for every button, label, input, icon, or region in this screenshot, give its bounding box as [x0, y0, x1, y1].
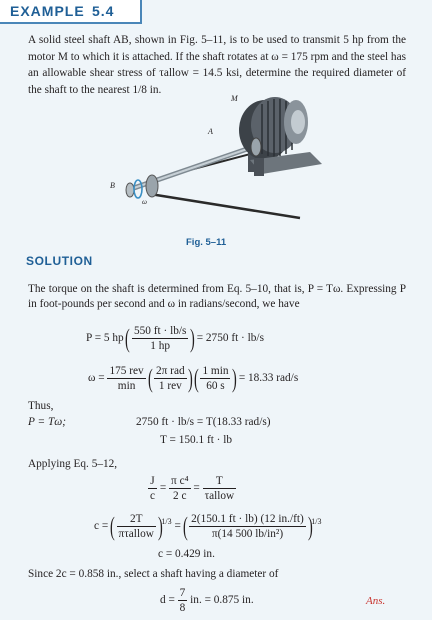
c-num2: 2(150.1 ft · lb) (12 in./ft) [191, 513, 304, 525]
c-den2: π(14 500 lb/in²) [211, 528, 284, 540]
since-text: Since 2c = 0.858 in., select a shaft having a diameter of [28, 568, 279, 580]
motor-shaft-figure [100, 92, 340, 232]
omega-f3-den: 60 s [206, 380, 225, 392]
omega-result: = 18.33 rad/s [238, 372, 299, 385]
jc-num: J [148, 474, 157, 489]
example-label: EXAMPLE [10, 3, 85, 19]
power-den: 1 hp [150, 340, 171, 352]
omega-f1-num: 175 rev [109, 365, 144, 377]
power-equation: P = 5 hp ( $\frac{550 ft \cdot lb/s}{1 hp}$ ) = 2750 ft · lb/s [86, 323, 264, 353]
c-result: c = 0.429 in. [158, 548, 215, 560]
label-b: B [110, 181, 115, 190]
omega-f2-num: 2π rad [156, 365, 185, 377]
label-m: M [231, 94, 238, 103]
applying-text: Applying Eq. 5–12, [28, 458, 118, 470]
power-num: 550 ft · lb/s [133, 325, 187, 337]
d-result: in. = 0.875 in. [190, 594, 254, 607]
example-number: 5.4 [92, 3, 115, 19]
omega-f1-den: min [117, 380, 136, 392]
polar-moment-equation: $\frac{J}{c}$ = $\frac{\text{π c⁴}}{2 c}$ = $\frac{T}{\text{τallow}}$ [150, 475, 235, 502]
c-den: πτallow [118, 528, 154, 540]
diameter-equation [160, 586, 254, 615]
c-num: 2T [117, 512, 156, 527]
power-lhs: P = 5 hp [86, 332, 124, 345]
d-num: 7 [179, 587, 186, 599]
omega-equation: ω = $\frac{\text{175 rev}}{\min}$ ( $\frac{\text{2π rad}}{\text{1 rev}}$ ) ( $\frac{1 \min}{60 s}$ ) = 18.33 rad/s [88, 363, 299, 393]
d-den: 8 [179, 602, 186, 614]
pi-num: π c⁴ [171, 475, 189, 487]
jc-den: c [150, 490, 156, 502]
c-exponent2: 1/3 [311, 517, 322, 527]
thus-lhs: P = Tω; [28, 416, 66, 428]
radius-equation: c = ( $\frac{2T}{\text{πτallow}}$ )$^{1/3}$ = ( $\frac{2(150.1 ft \cdot lb) (12 in./ft)}{\text{π(14 500 lb/in²)}}$ )$^{1/3}$ [94, 511, 322, 541]
answer-label: Ans. [366, 595, 386, 607]
t-den: τallow [204, 490, 235, 502]
omega-lhs: ω = [88, 372, 105, 385]
problem-statement: A solid steel shaft AB, shown in Fig. 5–11, is to be used to transmit 5 hp from the motor M to which it is attached. If the shaft rotates at ω = 175 rpm and the steel has an allowable shear stress of τallow = 14.5 ksi, determine the required diameter of the shaft to the nearest 1/8 in. [28, 34, 406, 96]
example-header [0, 0, 142, 24]
t-num: T [203, 474, 237, 489]
solution-heading: SOLUTION [26, 254, 93, 268]
power-result: = 2750 ft · lb/s [196, 332, 264, 345]
thus-equation: 2750 ft · lb/s = T(18.33 rad/s) [136, 416, 271, 428]
c-exponent: 1/3 [161, 517, 172, 527]
d-lhs: d = [160, 594, 175, 607]
omega-f2-den: 1 rev [158, 380, 182, 392]
thus-text: Thus, [28, 400, 54, 412]
torque-result: T = 150.1 ft · lb [160, 434, 233, 446]
solution-intro: The torque on the shaft is determined from Eq. 5–10, that is, P = Tω. Expressing P in foot-pounds per second and ω in radians/second, we have [28, 283, 406, 310]
figure-caption: Fig. 5–11 [186, 237, 227, 248]
label-a: A [208, 127, 213, 136]
c-lhs: c = [94, 520, 109, 533]
pi-den: 2 c [173, 490, 187, 502]
label-omega: ω [142, 198, 147, 206]
omega-f3-num: 1 min [202, 365, 229, 377]
